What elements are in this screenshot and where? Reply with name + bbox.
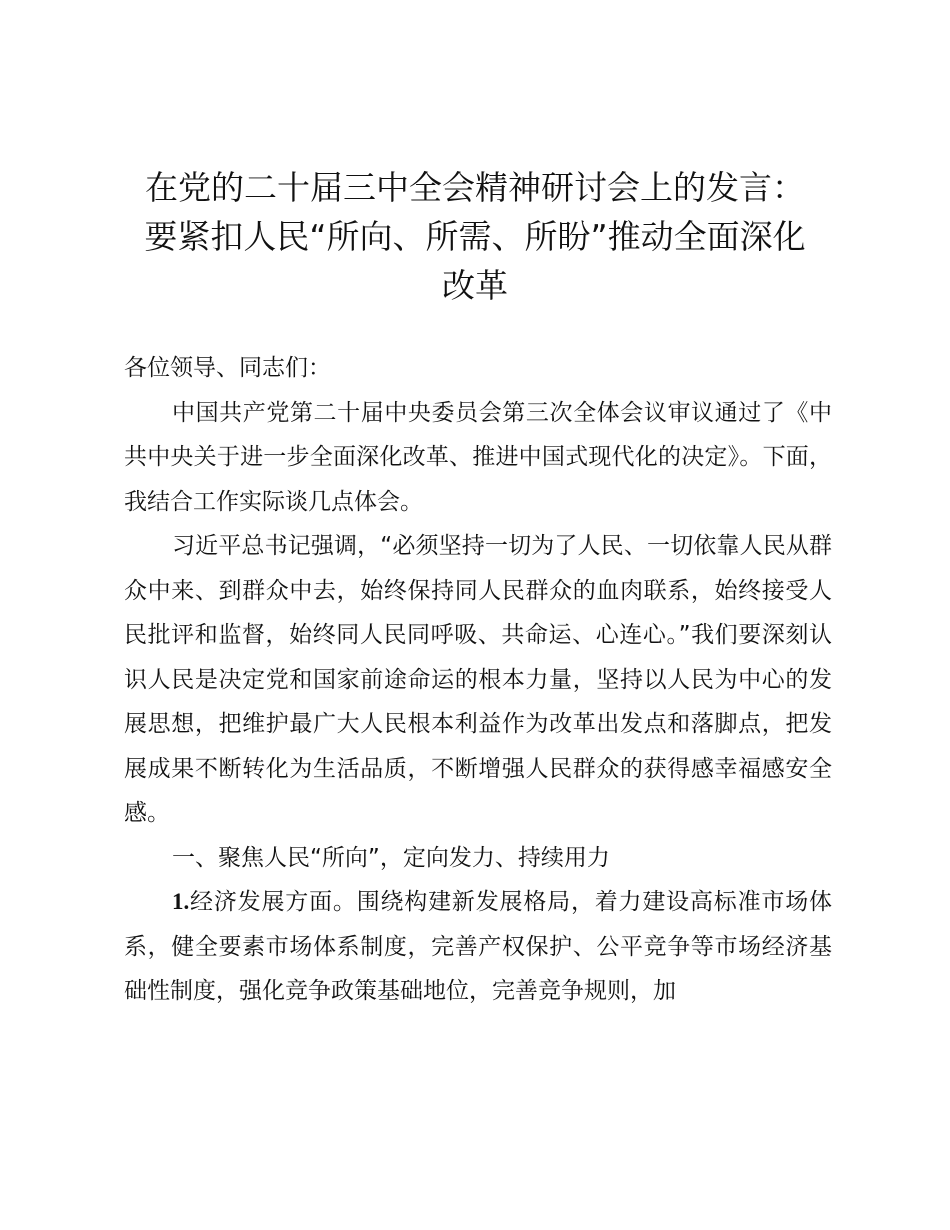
item-number: 1. — [172, 889, 190, 914]
paragraph-intro: 中国共产党第二十届中央委员会第三次全体会议审议通过了《中共中央关于进一步全面深化改革、推进中国式现代化的决定》。下面，我结合工作实际谈几点体会。 — [124, 399, 832, 515]
document-title — [120, 163, 830, 310]
title-line-2: 要紧扣人民“所向、所需、所盼”推动全面深化 — [144, 217, 806, 256]
section-heading-1: 一、聚焦人民“所向”，定向发力、持续用力 — [172, 844, 610, 871]
item-text: 经济发展方面。围绕构建新发展格局，着力建设高标准市场体系，健全要素市场体系制度，完善产权保护、公平竞争等市场经济基础性制度，强化竞争政策基础地位，完善竞争规则，加 — [124, 889, 832, 1004]
title-line-3: 改革 — [442, 266, 508, 305]
title-line-1: 在党的二十届三中全会精神研讨会上的发言： — [145, 168, 805, 207]
paragraph-quote: 习近平总书记强调，“必须坚持一切为了人民、一切依靠人民从群众中来、到群众中去，始终保持同人民群众的血肉联系，始终接受人民批评和监督，始终同人民同呼吸、共命运、心连心。”我们要深刻认识人民是决定党和国家前途命运的根本力量，坚持以人民为中心的发展思想，把维护最广大人民根本利益作为改革出发点和落脚点，把发展成果不断转化为生活品质，不断增强人民群众的获得感幸福感安全感。 — [124, 533, 832, 826]
document-body — [124, 346, 832, 1014]
salutation: 各位领导、同志们： — [124, 355, 331, 381]
paragraph-item-1 — [124, 880, 832, 1014]
